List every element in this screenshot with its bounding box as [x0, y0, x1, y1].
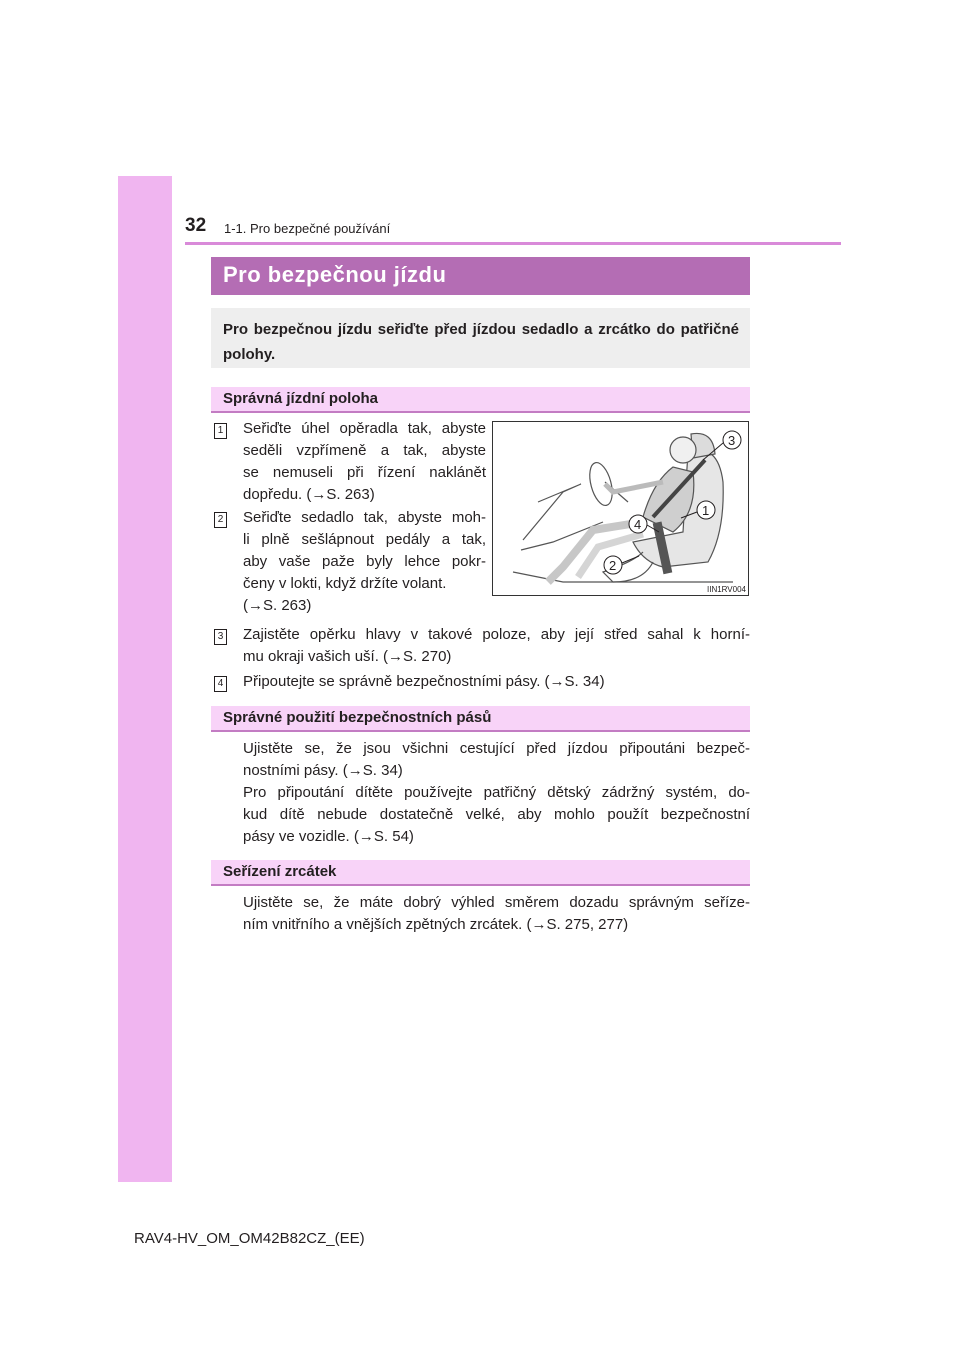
line: pásy ve vozidle. (→S. 54): [243, 828, 414, 845]
line: se nemuseli při řízení naklánět: [243, 464, 486, 481]
page-number: 32: [185, 215, 207, 236]
breadcrumb: 1-1. Pro bezpečné používání: [224, 221, 391, 236]
subheading-seat-belts: [211, 706, 750, 732]
item-number: 3: [214, 629, 227, 645]
line: li plně sešlápnout pedály a tak,: [243, 531, 486, 548]
item-number: 2: [214, 512, 227, 528]
header-rule: [185, 242, 841, 245]
line: Ujistěte se, že jsou všichni cestující před jízdou připoutáni bezpeč-: [243, 740, 750, 757]
mirrors-paragraph: [243, 892, 750, 936]
subheading-mirrors: [211, 860, 750, 886]
line: Připoutejte se správně bezpečnostními pásy. (→S. 34): [243, 673, 605, 690]
document-code-footer: RAV4-HV_OM_OM42B82CZ_(EE): [134, 1230, 365, 1247]
intro-text: Pro bezpečnou jízdu seřiďte před jízdou sedadlo a zrcátko do patřičné polohy.: [223, 321, 739, 363]
intro-box: [211, 308, 750, 368]
chapter-side-bar: [118, 176, 172, 1182]
line: mu okraji vašich uší. (→S. 270): [243, 648, 452, 665]
figure-code: IIN1RV004: [707, 585, 746, 594]
line: Ujistěte se, že máte dobrý výhled směrem dozadu správným seříze-: [243, 894, 750, 911]
line: (→S. 263): [243, 597, 312, 614]
line: Pro připoutání dítěte používejte patřičný dětský zádržný systém, do-: [243, 784, 750, 801]
seat-belts-paragraph: [243, 738, 750, 848]
item-text-3: [243, 624, 750, 668]
line: Seřiďte úhel opěradla tak, abyste: [243, 420, 486, 437]
line: kud dítě nebude dostatečně velké, aby mohlo použít bezpečnostní: [243, 806, 750, 823]
subheading-label: Správné použití bezpečnostních pásů: [223, 709, 492, 726]
driving-position-illustration: [492, 421, 749, 596]
line: Zajistěte opěrku hlavy v takové poloze, aby její střed sahal k horní-: [243, 626, 750, 643]
line: aby vaše paže byly lehce pokr-: [243, 553, 486, 570]
callout-4: 4: [634, 517, 642, 532]
item-text-1: [243, 418, 486, 506]
line: seděli vzpřímeně a tak, abyste: [243, 442, 486, 459]
item-number: 1: [214, 423, 227, 439]
item-text-4: [243, 671, 750, 693]
line: nostními pásy. (→S. 34): [243, 762, 403, 779]
subheading-driving-position: [211, 387, 750, 413]
subheading-label: Seřízení zrcátek: [223, 863, 337, 880]
subheading-label: Správná jízdní poloha: [223, 390, 379, 407]
line: Seřiďte sedadlo tak, abyste moh-: [243, 509, 486, 526]
driver-seat-drawing: [493, 422, 750, 597]
callout-3: 3: [728, 433, 736, 448]
line: ním vnitřního a vnějších zpětných zrcátek. (→S. 275, 277): [243, 916, 629, 933]
line: dopředu. (→S. 263): [243, 486, 375, 503]
callout-1: 1: [702, 503, 710, 518]
item-text-2: [243, 507, 486, 617]
item-number: 4: [214, 676, 227, 692]
line: čeny v lokti, když držíte volant.: [243, 575, 447, 592]
section-title: Pro bezpečnou jízdu: [223, 262, 447, 287]
callout-2: 2: [609, 558, 617, 573]
section-title-band: [211, 257, 750, 295]
